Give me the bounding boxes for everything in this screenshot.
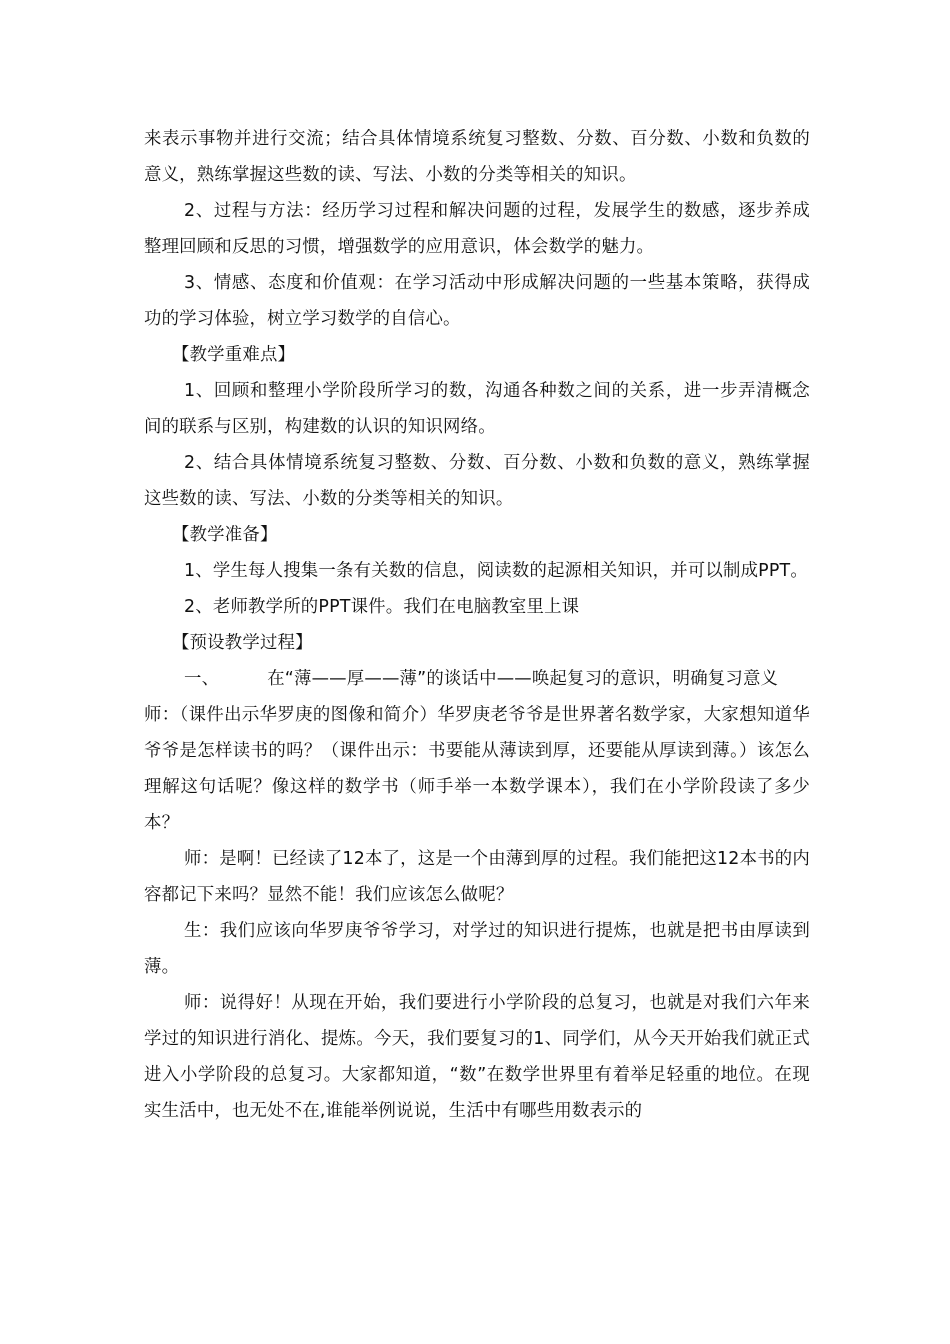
heading-teaching-process: 【预设教学过程】 (172, 633, 313, 653)
section-one-number: 一、 (184, 669, 220, 689)
section-one-text: 在“薄——厚——薄”的谈话中——唤起复习的意识，明确复习意义 (267, 669, 779, 689)
paragraph-preparation-2: 2、老师教学所的PPT课件。我们在电脑教室里上课 (184, 597, 580, 617)
heading-key-difficulties: 【教学重难点】 (172, 345, 296, 365)
paragraph-difficulty-1: 1、回顾和整理小学阶段所学习的数，沟通各种数之间的关系，进一步弄清概念间的联系与区别，构建数的认识的知识网络。 (144, 381, 810, 437)
section-one-title (144, 661, 810, 697)
paragraph-objectives-continued: 来表示事物并进行交流；结合具体情境系统复习整数、分数、百分数、小数和负数的意义，熟练掌握这些数的读、写法、小数的分类等相关的知识。 (144, 129, 810, 185)
heading-teaching-preparation: 【教学准备】 (172, 525, 278, 545)
paragraph-student-reply: 生：我们应该向华罗庚爷爷学习，对学过的知识进行提炼，也就是把书由厚读到薄。 (144, 921, 810, 977)
paragraph-process-and-method: 2、过程与方法：经历学习过程和解决问题的过程，发展学生的数感，逐步养成整理回顾和反思的习惯，增强数学的应用意识，体会数学的魅力。 (144, 201, 810, 257)
paragraph-difficulty-2: 2、结合具体情境系统复习整数、分数、百分数、小数和负数的意义，熟练掌握这些数的读、写法、小数的分类等相关的知识。 (144, 453, 810, 509)
paragraph-teacher-intro: 师：（课件出示华罗庚的图像和简介）华罗庚老爷爷是世界著名数学家，大家想知道华爷爷是怎样读书的吗？（课件出示：书要能从薄读到厚，还要能从厚读到薄。）该怎么理解这句话呢？像这样的数学书（师手举一本数学课本），我们在小学阶段读了多少本？ (144, 705, 810, 833)
paragraph-teacher-twelve-books: 师：是啊！已经读了12本了，这是一个由薄到厚的过程。我们能把这12本书的内容都记下来吗？显然不能！我们应该怎么做呢？ (144, 849, 810, 905)
paragraph-preparation-1: 1、学生每人搜集一条有关数的信息，阅读数的起源相关知识，并可以制成PPT。 (184, 561, 808, 581)
paragraph-emotion-attitude-values: 3、情感、态度和价值观：在学习活动中形成解决问题的一些基本策略，获得成功的学习体验，树立学习数学的自信心。 (144, 273, 810, 329)
paragraph-teacher-review-start: 师：说得好！从现在开始，我们要进行小学阶段的总复习，也就是对我们六年来学过的知识进行消化、提炼。今天，我们要复习的1、同学们，从今天开始我们就正式进入小学阶段的总复习。大家都知道，“数”在数学世界里有着举足轻重的地位。在现实生活中，也无处不在,谁能举例说说，生活中有哪些用数表示的 (144, 993, 810, 1121)
document-body (144, 121, 810, 1129)
